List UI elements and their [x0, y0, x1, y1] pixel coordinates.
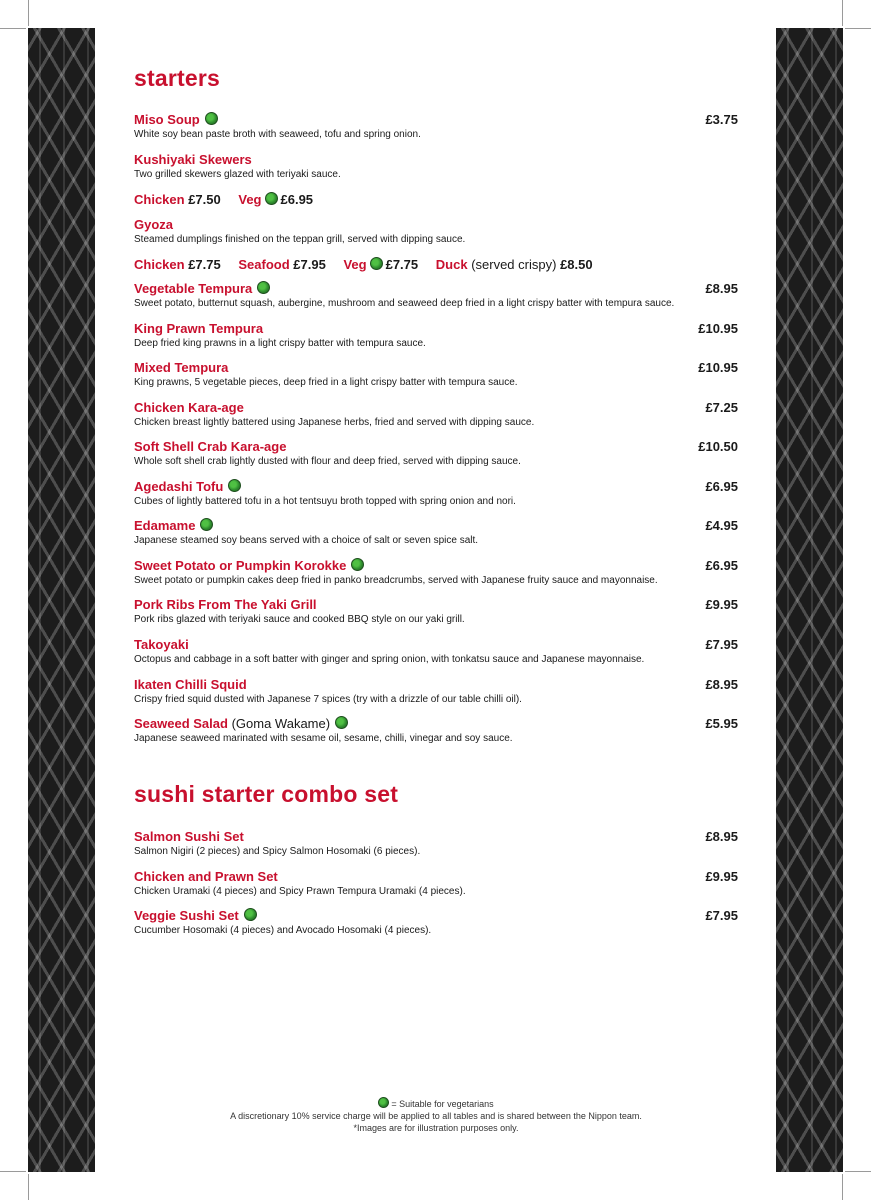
crop-mark — [845, 1171, 871, 1172]
crop-mark — [0, 28, 26, 29]
variant-label: Veg — [238, 192, 262, 207]
item-description: Deep fried king prawns in a light crispy batter with tempura sauce. — [134, 338, 426, 349]
item-description: Chicken breast lightly battered using Japanese herbs, fried and served with dipping sauce. — [134, 417, 535, 428]
variant-note: (served crispy) — [471, 257, 557, 272]
vegetarian-icon — [200, 518, 213, 531]
variant-price: £8.50 — [560, 257, 593, 272]
item-name: Kushiyaki Skewers — [134, 152, 252, 167]
item-description: Japanese seaweed marinated with sesame oil, sesame, chilli, vinegar and soy sauce. — [134, 733, 513, 744]
menu-item-mixed-tempura — [134, 359, 738, 389]
vegetarian-icon — [228, 479, 241, 492]
item-price: £9.95 — [705, 597, 738, 612]
item-description: Crispy fried squid dusted with Japanese 7 spices (try with a drizzle of our table chilli oil). — [134, 694, 522, 705]
item-name — [134, 716, 330, 731]
menu-item-korokke — [134, 557, 738, 587]
item-name: Pork Ribs From The Yaki Grill — [134, 597, 317, 612]
decorative-pattern-band-left — [28, 28, 95, 1172]
item-price: £8.95 — [705, 829, 738, 844]
menu-item-chicken-kara-age — [134, 399, 738, 429]
item-price: £3.75 — [705, 112, 738, 127]
item-description: Cubes of lightly battered tofu in a hot tentsuyu broth topped with spring onion and nori. — [134, 496, 516, 507]
item-price: £10.95 — [698, 360, 738, 375]
crop-mark — [28, 1174, 29, 1200]
item-price: £8.95 — [705, 281, 738, 296]
menu-item-edamame — [134, 517, 738, 547]
item-name: Sweet Potato or Pumpkin Korokke — [134, 558, 347, 573]
menu-item-miso-soup — [134, 111, 738, 141]
item-name: Takoyaki — [134, 637, 189, 652]
item-description: Salmon Nigiri (2 pieces) and Spicy Salmon Hosomaki (6 pieces). — [134, 846, 421, 857]
item-name: Agedashi Tofu — [134, 479, 224, 494]
item-price: £9.95 — [705, 869, 738, 884]
crop-mark — [845, 28, 871, 29]
menu-item-takoyaki — [134, 636, 738, 666]
section-title-sushi-combo: sushi starter combo set — [134, 781, 399, 807]
item-description: Cucumber Hosomaki (4 pieces) and Avocado Hosomaki (4 pieces). — [134, 925, 432, 936]
menu-item-ikaten-chilli-squid — [134, 676, 738, 706]
item-price: £7.95 — [705, 637, 738, 652]
variant-price: £7.50 — [188, 192, 221, 207]
item-name: King Prawn Tempura — [134, 321, 264, 336]
images-disclaimer: *Images are for illustration purposes only. — [353, 1123, 519, 1133]
menu-item-king-prawn-tempura — [134, 320, 738, 350]
item-description: Octopus and cabbage in a soft batter with ginger and spring onion, with tonkatsu sauce and Japanese mayonnaise. — [134, 654, 645, 665]
item-price: £10.95 — [698, 321, 738, 336]
item-name: Vegetable Tempura — [134, 281, 253, 296]
item-description: Sweet potato or pumpkin cakes deep fried in panko breadcrumbs, served with Japanese fruity sauce and mayonnaise. — [134, 575, 658, 586]
vegetarian-icon — [244, 908, 257, 921]
item-description: White soy bean paste broth with seaweed, tofu and spring onion. — [134, 129, 421, 140]
vegetarian-icon — [205, 112, 218, 125]
item-price: £7.95 — [705, 908, 738, 923]
item-description: King prawns, 5 vegetable pieces, deep fried in a light crispy batter with tempura sauce. — [134, 377, 518, 388]
vegetarian-icon — [378, 1097, 389, 1108]
variant-price: £6.95 — [280, 192, 314, 207]
variant-price: £7.75 — [385, 257, 419, 272]
crop-mark — [28, 0, 29, 26]
menu-item-gyoza — [134, 216, 738, 246]
menu-item-veggie-sushi-set — [134, 907, 738, 937]
item-name: Chicken and Prawn Set — [134, 869, 278, 884]
variant-label: Chicken — [134, 192, 185, 207]
item-name: Salmon Sushi Set — [134, 829, 244, 844]
item-description: Steamed dumplings finished on the teppan grill, served with dipping sauce. — [134, 234, 466, 245]
gyoza-variants — [134, 256, 607, 273]
variant-price: £7.75 — [188, 257, 221, 272]
item-description: Whole soft shell crab lightly dusted with flour and deep fried, served with dipping sauce. — [134, 456, 521, 467]
item-name: Miso Soup — [134, 112, 200, 127]
variant-label: Veg — [343, 257, 367, 272]
footer-notes — [134, 1097, 738, 1134]
item-name: Mixed Tempura — [134, 360, 229, 375]
crop-mark — [0, 1171, 26, 1172]
item-description: Chicken Uramaki (4 pieces) and Spicy Prawn Tempura Uramaki (4 pieces). — [134, 886, 466, 897]
menu-item-chicken-and-prawn-set — [134, 868, 738, 898]
item-description: Japanese steamed soy beans served with a choice of salt or seven spice salt. — [134, 535, 479, 546]
vegetarian-icon — [351, 558, 364, 571]
menu-item-kushiyaki-skewers — [134, 151, 738, 181]
variant-label: Chicken — [134, 257, 185, 272]
item-price: £6.95 — [705, 479, 738, 494]
variant-label: Duck — [435, 257, 468, 272]
item-price: £6.95 — [705, 558, 738, 573]
vegetarian-icon — [335, 716, 348, 729]
menu-item-vegetable-tempura — [134, 280, 738, 310]
item-name: Gyoza — [134, 217, 174, 232]
vegetarian-icon — [257, 281, 270, 294]
menu-item-seaweed-salad — [134, 715, 738, 745]
menu-item-salmon-sushi-set — [134, 828, 738, 858]
item-name: Veggie Sushi Set — [134, 908, 239, 923]
crop-mark — [842, 1174, 843, 1200]
vegetarian-icon — [265, 192, 278, 205]
item-price: £8.95 — [705, 677, 738, 692]
veg-legend-text: = Suitable for vegetarians — [391, 1099, 494, 1109]
service-charge-note: A discretionary 10% service charge will be applied to all tables and is shared between the Nippon team. — [230, 1111, 642, 1121]
item-name-main: Seaweed Salad — [134, 716, 228, 731]
item-price: £4.95 — [705, 518, 738, 533]
menu-item-agedashi-tofu — [134, 478, 738, 508]
item-description: Pork ribs glazed with teriyaki sauce and cooked BBQ style on our yaki grill. — [134, 614, 465, 625]
variant-price: £7.95 — [293, 257, 326, 272]
item-description: Two grilled skewers glazed with teriyaki sauce. — [134, 169, 341, 180]
crop-mark — [842, 0, 843, 26]
veg-legend — [134, 1097, 738, 1110]
menu-item-soft-shell-crab-kara-age — [134, 438, 738, 468]
item-price: £10.50 — [698, 439, 738, 454]
variant-label: Seafood — [238, 257, 290, 272]
item-price: £5.95 — [705, 716, 738, 731]
item-price: £7.25 — [705, 400, 738, 415]
item-name: Chicken Kara-age — [134, 400, 244, 415]
menu-item-pork-ribs — [134, 596, 738, 626]
vegetarian-icon — [370, 257, 383, 270]
decorative-pattern-band-right — [776, 28, 843, 1172]
item-name: Ikaten Chilli Squid — [134, 677, 247, 692]
item-name-extra: (Goma Wakame) — [231, 716, 331, 731]
section-title-starters: starters — [134, 65, 220, 91]
item-description: Sweet potato, butternut squash, aubergine, mushroom and seaweed deep fried in a light crispy batter with tempura sauce. — [134, 298, 675, 309]
item-name: Edamame — [134, 518, 196, 533]
item-name: Soft Shell Crab Kara-age — [134, 439, 287, 454]
kushiyaki-variants — [134, 191, 327, 208]
